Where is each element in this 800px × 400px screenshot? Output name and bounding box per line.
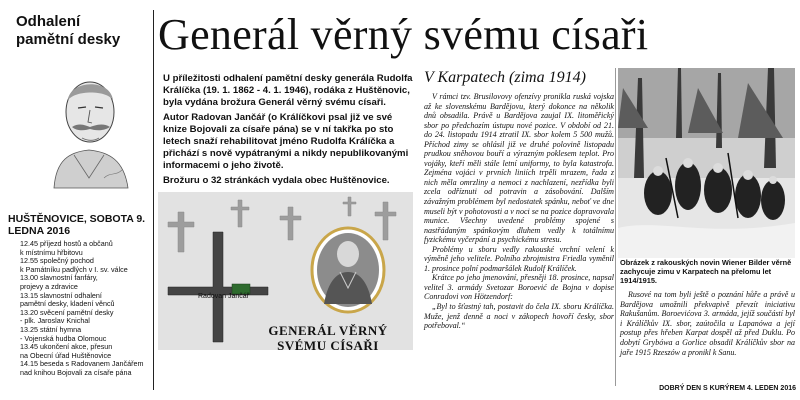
schedule-line: nad knihou Bojovali za císaře pána [20, 367, 132, 377]
schedule-line: 13.00 slavnostní fanfáry, [20, 273, 98, 283]
schedule-line: 13.25 státní hymna [20, 324, 82, 334]
photo-caption: Obrázek z rakouských novin Wiener Bilder věrně zachycuje zimu v Karpatech na přelomu let 1914/1915. [620, 258, 792, 285]
sidebar-divider [153, 10, 154, 390]
schedule-line: 12.45 příjezd hostů a občanů [20, 239, 113, 248]
schedule-line: k místnímu hřbitovu [20, 247, 83, 257]
article-paragraph: „Byl to šťastný tah, postavit do čela IX. sboru Králíčka. Muže, jenž denně a noci v zákopech hovoří česky, sbor potřeboval.“ [424, 302, 614, 331]
column-divider [615, 68, 616, 386]
schedule-line: projevy a zdravice [20, 281, 78, 291]
book-title: GENERÁL VĚRNÝ SVÉMU CÍSAŘI [268, 323, 388, 353]
schedule-line: 13.45 ukončení akce, přesun [20, 342, 113, 352]
intro-paragraph: Brožuru o 32 stránkách vydala obec Huštěnovice. [163, 175, 390, 186]
general-portrait [44, 60, 134, 190]
section-heading: V Karpatech (zima 1914) [424, 69, 586, 86]
schedule-line: 14.15 beseda s Radovanem Jančářem [20, 359, 144, 369]
schedule-line: - plk. Jaroslav Knichal [20, 316, 90, 326]
article-column-right [620, 290, 795, 357]
article-paragraph: Problémy u sboru vedly rakouské vrchní velení k výměně jeho velitele. Polního zbrojmistra Friedla vyměnil 1. prosince polní podmaršálek Rudolf Králíček. [424, 244, 614, 273]
sidebar-heading: Odhalení pamětní desky [16, 13, 121, 48]
schedule-line: 12.55 společný pochod [20, 256, 94, 266]
schedule-line: na Obecní úřad Huštěnovice [20, 350, 112, 360]
schedule-line: pamětní desky, kladení věnců [20, 299, 115, 309]
event-heading: HUŠTĚNOVICE, SOBOTA 9. LEDNA 2016 [8, 213, 146, 237]
article-paragraph: Rusové na tom byli ještě o poznání hůře a právě u Bardějova umožnili překvapivě převzít iniciativu Rakušanům. Boroevićova 3. armáda, jejíž součástí byl i Králíčkův IX. sbor, zaútočila u Lapanówa a její postup přes hřeben Karpat dospěl až před Duklu. Po dobytí Grybówa a Gorlice obsadil Králíčkův sbor na jaře 1915 Rzeszów a pronikl k Sanu. [620, 290, 795, 357]
schedule-line: 13.20 svěcení pamětní desky [20, 307, 114, 317]
article-intro [163, 73, 413, 190]
article-column-middle [424, 92, 614, 331]
winter-carpathians-illustration [618, 68, 795, 258]
event-schedule [20, 240, 150, 378]
schedule-line: k Památníku padlých v I. sv. válce [20, 264, 128, 274]
book-author: Radovan Jančář [198, 293, 249, 300]
schedule-line: - Vojenská hudba Olomouc [20, 333, 107, 343]
schedule-line: 13.15 slavnostní odhalení [20, 290, 102, 300]
intro-paragraph: U příležitosti odhalení pamětní desky generála Rudolfa Králíčka (19. 1. 1862 - 4. 1. 1946), rodáka z Huštěnovic, byla vydána brožura Generál věrný svému císaři. [163, 73, 413, 108]
intro-paragraph: Autor Radovan Jančář (o Králíčkovi psal již ve své knize Bojovali za císaře pána) se v ní takřka po sto letech snaží rehabilitovat jméno Rudolfa Králíčka a přichází s nově vypátranými a nikdy nepublikovanými informacemi o jeho životě. [163, 112, 409, 171]
article-headline: Generál věrný svému císaři [158, 10, 649, 59]
page-footer: DOBRÝ DEN S KURÝREM 4. LEDEN 2016 [659, 385, 796, 392]
article-paragraph: V rámci tzv. Brusilovovy ofenzívy pronikla ruská vojska až ke slovenskému Bardějovu, který dokonce na několik dnů obsadila. Právě u Bardějova zaujal IX. litoměřický sbor po předchozím ústupu nové pozice. V období od 21. do 24. listopadu 1914 ztratil IX. sbor kolem 5 500 mužů. Příchod zimy se ohlásil již ve druhé polovině listopadu prudkou sněhovou bouří a výrazným poklesem teplot. Pro vojáky, kteří měli stále letní uniformy, to byla katastrofa. Zejména vojáci v prvních liniích trpěli mrazem, řada z nich měla omrzliny a nemoci z nachlazení, nezřídka byli zcela odříznuti od potravin a zásobování. Dalším závažným problémem byl nedostatek spánku, neboť ve dne museli být v pohotovosti a v noci se na pozice dopravovala munice. Všechny uvedené problémy spojené s nastřádaným spánkovým dluhem vedly k totálnímu fyzickému vyčerpání a psychickému stresu. [424, 92, 614, 245]
article-paragraph: Krátce po jeho jmenování, přesněji 18. prosince, napsal velitel 3. armády Svetozar Boroević de Bojna v dopise Conradovi von Hötzendorf: [424, 273, 614, 302]
